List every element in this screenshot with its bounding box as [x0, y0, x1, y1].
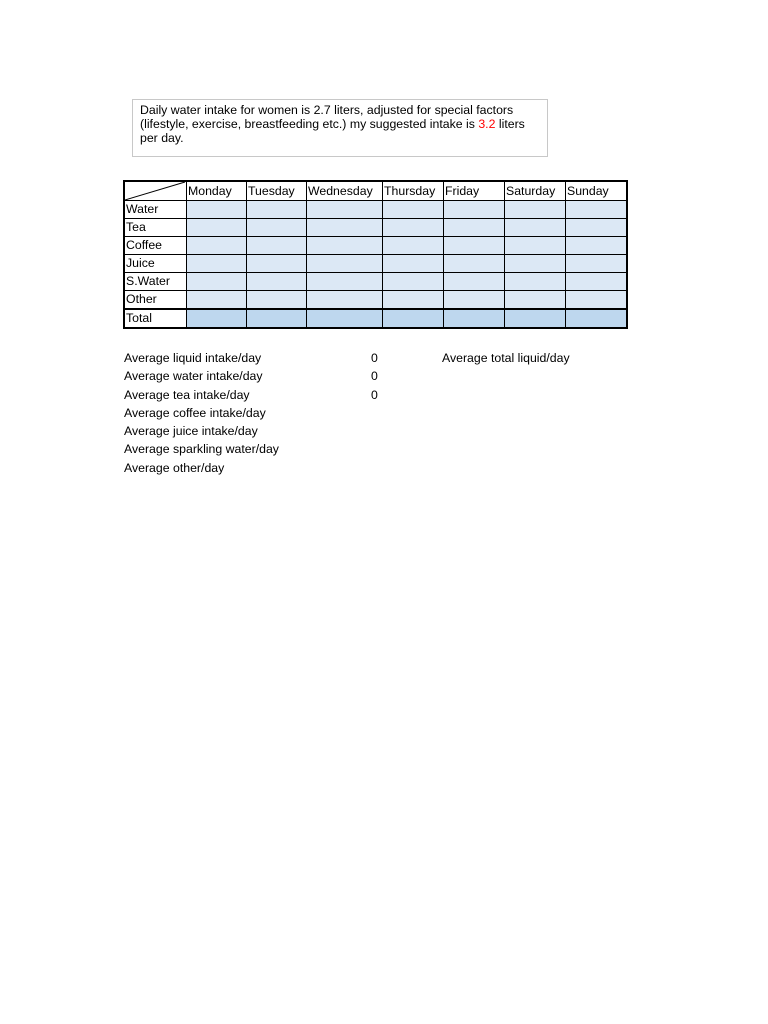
table-cell[interactable]	[444, 201, 505, 219]
table-cell[interactable]	[505, 273, 566, 291]
day-header-tuesday: Tuesday	[247, 181, 307, 201]
stat-label: Average sparkling water/day	[124, 442, 279, 457]
row-label-juice: Juice	[124, 255, 187, 273]
day-header-thursday: Thursday	[383, 181, 444, 201]
table-cell[interactable]	[505, 291, 566, 310]
table-cell[interactable]	[187, 219, 247, 237]
table-row-swater	[124, 273, 627, 291]
day-header-saturday: Saturday	[505, 181, 566, 201]
table-cell[interactable]	[444, 219, 505, 237]
table-cell[interactable]	[444, 237, 505, 255]
total-cell[interactable]	[444, 309, 505, 328]
table-cell[interactable]	[444, 291, 505, 310]
table-cell[interactable]	[247, 219, 307, 237]
diagonal-divider-icon	[125, 182, 186, 201]
stat-label: Average liquid intake/day	[124, 351, 262, 365]
table-cell[interactable]	[187, 291, 247, 310]
table-cell[interactable]	[566, 219, 628, 237]
table-cell[interactable]	[566, 273, 628, 291]
table-header-row	[124, 181, 627, 201]
row-label-total: Total	[124, 309, 187, 328]
table-row-coffee	[124, 237, 627, 255]
total-cell[interactable]	[307, 309, 383, 328]
table-cell[interactable]	[247, 273, 307, 291]
table-row-other	[124, 291, 627, 310]
table-cell[interactable]	[187, 237, 247, 255]
stat-value: 0	[371, 369, 378, 384]
table-cell[interactable]	[383, 219, 444, 237]
table-row-water	[124, 201, 627, 219]
table-cell[interactable]	[187, 273, 247, 291]
day-header-sunday: Sunday	[566, 181, 628, 201]
stat-label: Average coffee intake/day	[124, 405, 266, 420]
stat-value: 0	[371, 351, 378, 365]
table-cell[interactable]	[505, 237, 566, 255]
row-label-other: Other	[124, 291, 187, 310]
table-cell[interactable]	[383, 291, 444, 310]
table-cell[interactable]	[383, 273, 444, 291]
corner-cell	[124, 181, 187, 201]
table-cell[interactable]	[307, 219, 383, 237]
average-total-label: Average total liquid/day	[442, 351, 570, 365]
row-label-tea: Tea	[124, 219, 187, 237]
day-header-wednesday: Wednesday	[307, 181, 383, 201]
table-cell[interactable]	[247, 291, 307, 310]
day-header-friday: Friday	[444, 181, 505, 201]
total-cell[interactable]	[187, 309, 247, 328]
stat-label: Average tea intake/day	[124, 387, 250, 402]
stat-label: Average other/day	[124, 460, 225, 475]
stat-label: Average juice intake/day	[124, 424, 258, 439]
suggested-intake-value: 3.2	[478, 117, 496, 131]
table-cell[interactable]	[505, 201, 566, 219]
total-cell[interactable]	[247, 309, 307, 328]
weekly-intake-table	[123, 180, 628, 329]
table-cell[interactable]	[383, 255, 444, 273]
table-cell[interactable]	[247, 201, 307, 219]
table-cell[interactable]	[383, 237, 444, 255]
table-cell[interactable]	[444, 273, 505, 291]
table-cell[interactable]	[187, 201, 247, 219]
table-cell[interactable]	[307, 255, 383, 273]
table-cell[interactable]	[187, 255, 247, 273]
table-cell[interactable]	[505, 255, 566, 273]
note-text-end: liters per day.	[140, 117, 525, 145]
table-cell[interactable]	[566, 201, 628, 219]
table-cell[interactable]	[566, 291, 628, 310]
table-cell[interactable]	[566, 255, 628, 273]
table-cell[interactable]	[307, 237, 383, 255]
row-label-coffee: Coffee	[124, 237, 187, 255]
table-row-total	[124, 309, 627, 328]
table-cell[interactable]	[505, 219, 566, 237]
row-label-swater: S.Water	[124, 273, 187, 291]
table-cell[interactable]	[307, 291, 383, 310]
table-cell[interactable]	[307, 273, 383, 291]
intake-note	[132, 99, 548, 157]
table-row-tea	[124, 219, 627, 237]
total-cell[interactable]	[383, 309, 444, 328]
note-text: Daily water intake for women is 2.7 liters, adjusted for special factors (lifestyle, exercise, breastfeeding etc.) my suggested intake is	[140, 103, 514, 131]
total-cell[interactable]	[566, 309, 628, 328]
table-cell[interactable]	[444, 255, 505, 273]
table-cell[interactable]	[247, 237, 307, 255]
stat-label: Average water intake/day	[124, 369, 263, 384]
table-cell[interactable]	[247, 255, 307, 273]
day-header-monday: Monday	[187, 181, 247, 201]
table-cell[interactable]	[307, 201, 383, 219]
table-cell[interactable]	[383, 201, 444, 219]
row-label-water: Water	[124, 201, 187, 219]
table-row-juice	[124, 255, 627, 273]
stat-value: 0	[371, 387, 378, 402]
total-cell[interactable]	[505, 309, 566, 328]
table-cell[interactable]	[566, 237, 628, 255]
